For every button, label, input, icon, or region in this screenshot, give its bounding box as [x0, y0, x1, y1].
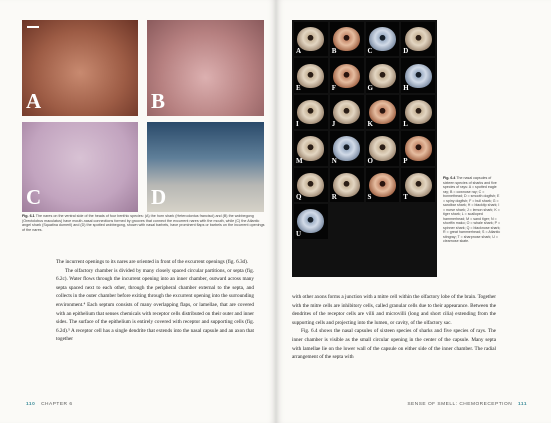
- scale-bar: [27, 26, 39, 28]
- capsule-image: [405, 100, 432, 124]
- capsule-image: [405, 173, 432, 197]
- capsule-cell: [366, 131, 400, 165]
- capsule-letter: J: [331, 120, 336, 129]
- paragraph: The olfactory chamber is divided by many closely spaced circular partitions, or septa (fig. 6.2c). Water flows through the incurrent opening into an inner chamber, outward across many septa spaced next to each other, through the peripheral chamber external to the septa, and collects in the outer chamber before exiting through the excurrent opening into the surrounding environment.⁴ Each septum consists of many overlapping flaps, or lamellae, that are covered with an epithelium that senses chemicals with receptor cells distributed on their outer and inner sides. The surface of the epithelium is entirely covered with receptor and supporting cells (fig. 6.2d).⁵ A receptor cell has a single dendrite that extends into the nasal capsule and an axon that together: [56, 267, 254, 343]
- page-footer: [407, 402, 531, 407]
- capsule-letter: I: [296, 120, 299, 129]
- capsule-cell: [366, 22, 400, 56]
- nasal-capsule-grid: [292, 20, 437, 277]
- running-head: CHAPTER 6: [41, 402, 73, 407]
- body-text: [292, 293, 496, 362]
- capsule-letter: F: [331, 83, 337, 92]
- capsule-image: [333, 136, 360, 160]
- photo-a: [22, 20, 138, 116]
- capsule-image: [333, 27, 360, 51]
- capsule-cell: [294, 22, 328, 56]
- capsule-cell: [330, 168, 364, 202]
- capsule-image: [297, 209, 324, 233]
- figure-caption: [443, 176, 501, 244]
- page-number: 110: [26, 402, 36, 407]
- capsule-cell: [401, 131, 435, 165]
- capsule-cell: [401, 168, 435, 202]
- paragraph: The incurrent openings to its nares are oriented in front of the excurrent openings (fig. 6.3d).: [56, 259, 249, 265]
- capsule-letter: E: [296, 83, 301, 92]
- capsule-image: [405, 136, 432, 160]
- capsule-cell: [330, 131, 364, 165]
- capsule-image: [333, 173, 360, 197]
- capsule-letter: A: [296, 47, 302, 56]
- capsule-cell: [401, 95, 435, 129]
- capsule-image: [297, 27, 324, 51]
- capsule-cell: [366, 95, 400, 129]
- capsule-letter: O: [367, 156, 373, 165]
- capsule-cell: [330, 95, 364, 129]
- capsule-cell: [294, 168, 328, 202]
- capsule-image: [333, 100, 360, 124]
- photo-letter: C: [26, 185, 42, 209]
- capsule-letter: U: [296, 229, 302, 238]
- capsule-cell: [294, 58, 328, 92]
- capsule-letter: T: [403, 193, 408, 202]
- photo-letter: A: [26, 89, 42, 113]
- capsule-image: [369, 27, 396, 51]
- capsule-letter: K: [367, 120, 373, 129]
- capsule-letter: N: [331, 156, 337, 165]
- capsule-image: [333, 64, 360, 88]
- capsule-cell: [294, 131, 328, 165]
- capsule-letter: G: [367, 83, 373, 92]
- capsule-letter: R: [331, 193, 337, 202]
- body-text: [56, 258, 254, 344]
- capsule-image: [297, 100, 324, 124]
- capsule-cell: [401, 58, 435, 92]
- capsule-cell: [366, 168, 400, 202]
- capsule-letter: M: [296, 156, 303, 165]
- capsule-letter: Q: [296, 193, 302, 202]
- capsule-cell: [294, 204, 328, 238]
- caption-text: The nares on the ventral side of the heads of four benthic species: (A) the horn shark (Heterodontus francisci) and (B) the wobbegong (Orectolobus maculatus) have mouth-nasal connections formed by grooves that connect the excurrent nares with the mouth, while (C) the Atlantic angel shark (Squatina dumeril) and (D) the spotted wobbegong, shown with nasal barbels, have prominent flaps or barbels on the incurrent openings of the nares.: [22, 214, 265, 232]
- capsule-letter: L: [403, 120, 408, 129]
- capsule-letter: C: [367, 47, 373, 56]
- figure-caption: [22, 214, 266, 232]
- capsule-cell: [401, 22, 435, 56]
- capsule-image: [405, 27, 432, 51]
- capsule-cell: [330, 58, 364, 92]
- capsule-letter: S: [367, 193, 372, 202]
- photo-letter: D: [151, 185, 167, 209]
- page-number: 111: [518, 402, 527, 407]
- capsule-cell: [294, 95, 328, 129]
- capsule-letter: P: [403, 156, 408, 165]
- photo-c: [22, 122, 138, 212]
- paragraph: Fig. 6.4 shows the nasal capsules of sixteen species of sharks and five species of rays. The inner chamber is visible as the small circular opening in the center of the capsule. Many septa with lamellae lie on the lower wall of the capsule on either side of the inner chamber. The radial arrangement of the septa with: [292, 328, 496, 361]
- photo-letter: B: [151, 89, 166, 113]
- capsule-cell: [366, 58, 400, 92]
- capsule-image: [369, 173, 396, 197]
- photo-d: [147, 122, 264, 212]
- capsule-letter: D: [403, 47, 409, 56]
- page-footer: [22, 402, 73, 407]
- paragraph: with other axons forms a junction with a mitre cell within the olfactory lobe of the brain. Together with the mitre cells are inhibitory cells, called granular cells due to their appearance. Between the dendrites of the receptor cells are villi and microvilli (long and short cilia) extending from the supporting cells and projecting into the lumen, or cavity, of the olfactory sac.: [292, 294, 496, 326]
- running-head: SENSE OF SMELL: CHEMORECEPTION: [407, 402, 513, 407]
- capsule-cell: [330, 22, 364, 56]
- capsule-image: [297, 64, 324, 88]
- right-page: [276, 0, 551, 423]
- capsule-letter: H: [403, 83, 409, 92]
- capsule-letter: B: [331, 47, 337, 56]
- caption-label: Fig. 6.1: [22, 214, 35, 218]
- caption-label: Fig. 6.4: [443, 176, 456, 180]
- photo-b: [147, 20, 264, 116]
- caption-text: The nasal capsules of sixteen species of sharks and five species of rays: A = spotted eagle ray; B = cownose ray; C = bonnethead; D = smooth dogfish; E = spiny dogfish; F = bull shark; G = sandbar shark; H = blacktip shark; I = nurse shark; J = lemon shark; K = tiger shark; L = scalloped hammerhead; M = sand tiger; N = shortfin mako; O = whale shark; P = spinner shark; Q = blacknose shark; R = great hammerhead; S = Atlantic stingray; T = sharpnose shark; U = clearnose skate.: [443, 176, 501, 243]
